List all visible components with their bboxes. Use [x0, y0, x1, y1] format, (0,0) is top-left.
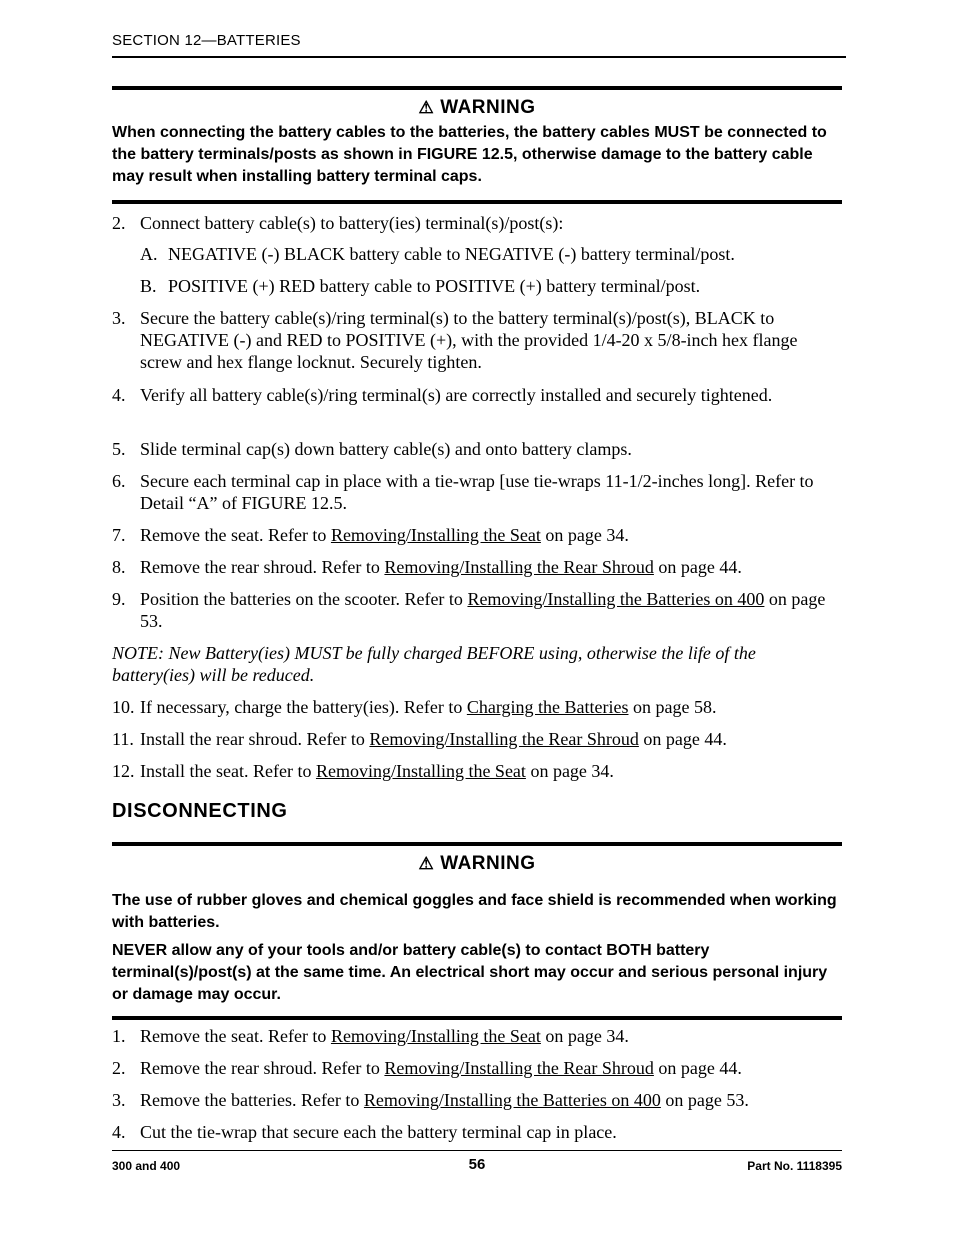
- link-removing-installing-rear-shroud[interactable]: Removing/Installing the Rear Shroud: [384, 557, 654, 577]
- step-number: 11.: [112, 729, 134, 749]
- page-footer: [112, 1150, 842, 1181]
- step-8: [112, 556, 842, 578]
- step-number: 4.: [112, 1122, 126, 1142]
- step-text: Remove the seat. Refer to: [140, 1026, 331, 1046]
- warning-title-text: WARNING: [440, 853, 536, 874]
- step-2: [112, 212, 842, 234]
- step-number: 3.: [112, 308, 126, 328]
- step-number: 6.: [112, 471, 126, 491]
- step-number: 2.: [112, 1058, 126, 1078]
- warning-triangle-icon: ⚠: [418, 854, 435, 873]
- step-text: If necessary, charge the battery(ies). Refer to: [140, 697, 467, 717]
- substep-letter: B.: [140, 276, 157, 296]
- step-12: [112, 760, 842, 782]
- step-text-suffix: on page 44.: [653, 557, 742, 577]
- note-charge-batteries: NOTE: New Battery(ies) MUST be fully charged BEFORE using, otherwise the life of the battery(ies) will be reduced.: [112, 643, 756, 685]
- step-2b: [140, 275, 842, 297]
- step-text-suffix: on page 53.: [140, 589, 826, 631]
- step-number: 8.: [112, 557, 126, 577]
- step-text: Install the rear shroud. Refer to: [140, 729, 370, 749]
- warning-triangle-icon: ⚠: [418, 98, 435, 117]
- step-11: [112, 728, 842, 750]
- disconnect-step-1: [112, 1025, 842, 1047]
- step-number: 12.: [112, 761, 135, 781]
- step-3: [112, 307, 842, 373]
- warning-box-disconnecting: [112, 842, 842, 1020]
- step-text: Install the seat. Refer to: [140, 761, 316, 781]
- substep-text: NEGATIVE (-) BLACK battery cable to NEGATIVE (-) battery terminal/post.: [168, 244, 735, 264]
- step-text: Verify all battery cable(s)/ring terminal(s) are correctly installed and securely tightened.: [140, 385, 773, 405]
- step-number: 4.: [112, 385, 126, 405]
- step-text: Secure the battery cable(s)/ring terminal(s) to the battery terminal(s)/post(s), BLACK to NEGATIVE (-) and RED to POSITIVE (+), with the provided 1/4-20 x 5/8-inch hex flange screw and hex flange locknut. Securely tighten.: [140, 308, 798, 372]
- step-number: 9.: [112, 589, 126, 609]
- warning-title: [112, 850, 842, 878]
- footer-model: 300 and 400: [112, 1159, 181, 1173]
- step-2a: [140, 243, 842, 265]
- step-text: Secure each terminal cap in place with a tie-wrap [use tie-wraps 11-1/2-inches long]. Refer to Detail “A” of FIGURE 12.5.: [140, 471, 814, 513]
- step-text: Cut the tie-wrap that secure each the battery terminal cap in place.: [140, 1122, 617, 1142]
- page-header: [112, 32, 846, 58]
- disconnect-step-3: [112, 1089, 842, 1111]
- step-text: Slide terminal cap(s) down battery cable(s) and onto battery clamps.: [140, 439, 632, 459]
- substep-letter: A.: [140, 244, 158, 264]
- warning-box-connecting: [112, 86, 842, 204]
- disconnect-step-2: [112, 1057, 842, 1079]
- step-number: 10.: [112, 697, 135, 717]
- warning-text: When connecting the battery cables to the batteries, the battery cables MUST be connected to the battery terminals/posts as shown in FIGURE 12.5, otherwise damage to the battery cable may result when installing battery terminal caps.: [112, 124, 827, 185]
- warning-title: [112, 94, 842, 122]
- step-text: Remove the rear shroud. Refer to: [140, 1058, 385, 1078]
- step-text-suffix: on page 58.: [628, 697, 717, 717]
- substep-text: POSITIVE (+) RED battery cable to POSITIVE (+) battery terminal/post.: [168, 276, 701, 296]
- step-number: 7.: [112, 525, 126, 545]
- section-title: SECTION 12—BATTERIES: [112, 32, 301, 49]
- link-charging-batteries[interactable]: Charging the Batteries: [466, 697, 629, 717]
- step-text-suffix: on page 34.: [540, 525, 629, 545]
- part-number: Part No. 1118395: [747, 1159, 842, 1173]
- link-removing-installing-batteries[interactable]: Removing/Installing the Batteries on 400: [363, 1090, 661, 1110]
- step-9: [112, 588, 842, 632]
- warning-text-gloves: The use of rubber gloves and chemical goggles and face shield is recommended when working with batteries.: [112, 892, 837, 931]
- link-removing-installing-seat[interactable]: Removing/Installing the Seat: [315, 761, 526, 781]
- step-number: 2.: [112, 213, 126, 233]
- link-removing-installing-seat[interactable]: Removing/Installing the Seat: [330, 1026, 541, 1046]
- step-number: 3.: [112, 1090, 126, 1110]
- step-text-suffix: on page 34.: [540, 1026, 629, 1046]
- page-number: 56: [468, 1156, 486, 1173]
- section-heading-disconnecting: DISCONNECTING: [112, 800, 288, 822]
- step-text-suffix: on page 44.: [638, 729, 727, 749]
- link-removing-installing-rear-shroud[interactable]: Removing/Installing the Rear Shroud: [384, 1058, 654, 1078]
- step-7: [112, 524, 842, 546]
- link-removing-installing-rear-shroud[interactable]: Removing/Installing the Rear Shroud: [369, 729, 639, 749]
- warning-title-text: WARNING: [440, 97, 536, 118]
- step-5: [112, 438, 842, 460]
- link-removing-installing-seat[interactable]: Removing/Installing the Seat: [330, 525, 541, 545]
- step-text: Remove the batteries. Refer to: [140, 1090, 364, 1110]
- step-text-suffix: on page 44.: [653, 1058, 742, 1078]
- step-text-suffix: on page 34.: [525, 761, 614, 781]
- step-4: [112, 384, 842, 406]
- step-text: Remove the rear shroud. Refer to: [140, 557, 385, 577]
- step-text: Remove the seat. Refer to: [140, 525, 331, 545]
- step-6: [112, 470, 842, 514]
- step-number: 1.: [112, 1026, 126, 1046]
- step-10: [112, 696, 842, 718]
- step-text-suffix: on page 53.: [660, 1090, 749, 1110]
- step-number: 5.: [112, 439, 126, 459]
- link-removing-installing-batteries[interactable]: Removing/Installing the Batteries on 400: [467, 589, 765, 609]
- step-text: Position the batteries on the scooter. Refer to: [140, 589, 468, 609]
- warning-text-short-circuit: NEVER allow any of your tools and/or battery cable(s) to contact BOTH battery terminal(s)/post(s) at the same time. An electrical short may occur and serious personal injury or damage may occur.: [112, 942, 828, 1003]
- step-text: Connect battery cable(s) to battery(ies) terminal(s)/post(s):: [140, 213, 564, 233]
- disconnect-step-4: [112, 1121, 842, 1143]
